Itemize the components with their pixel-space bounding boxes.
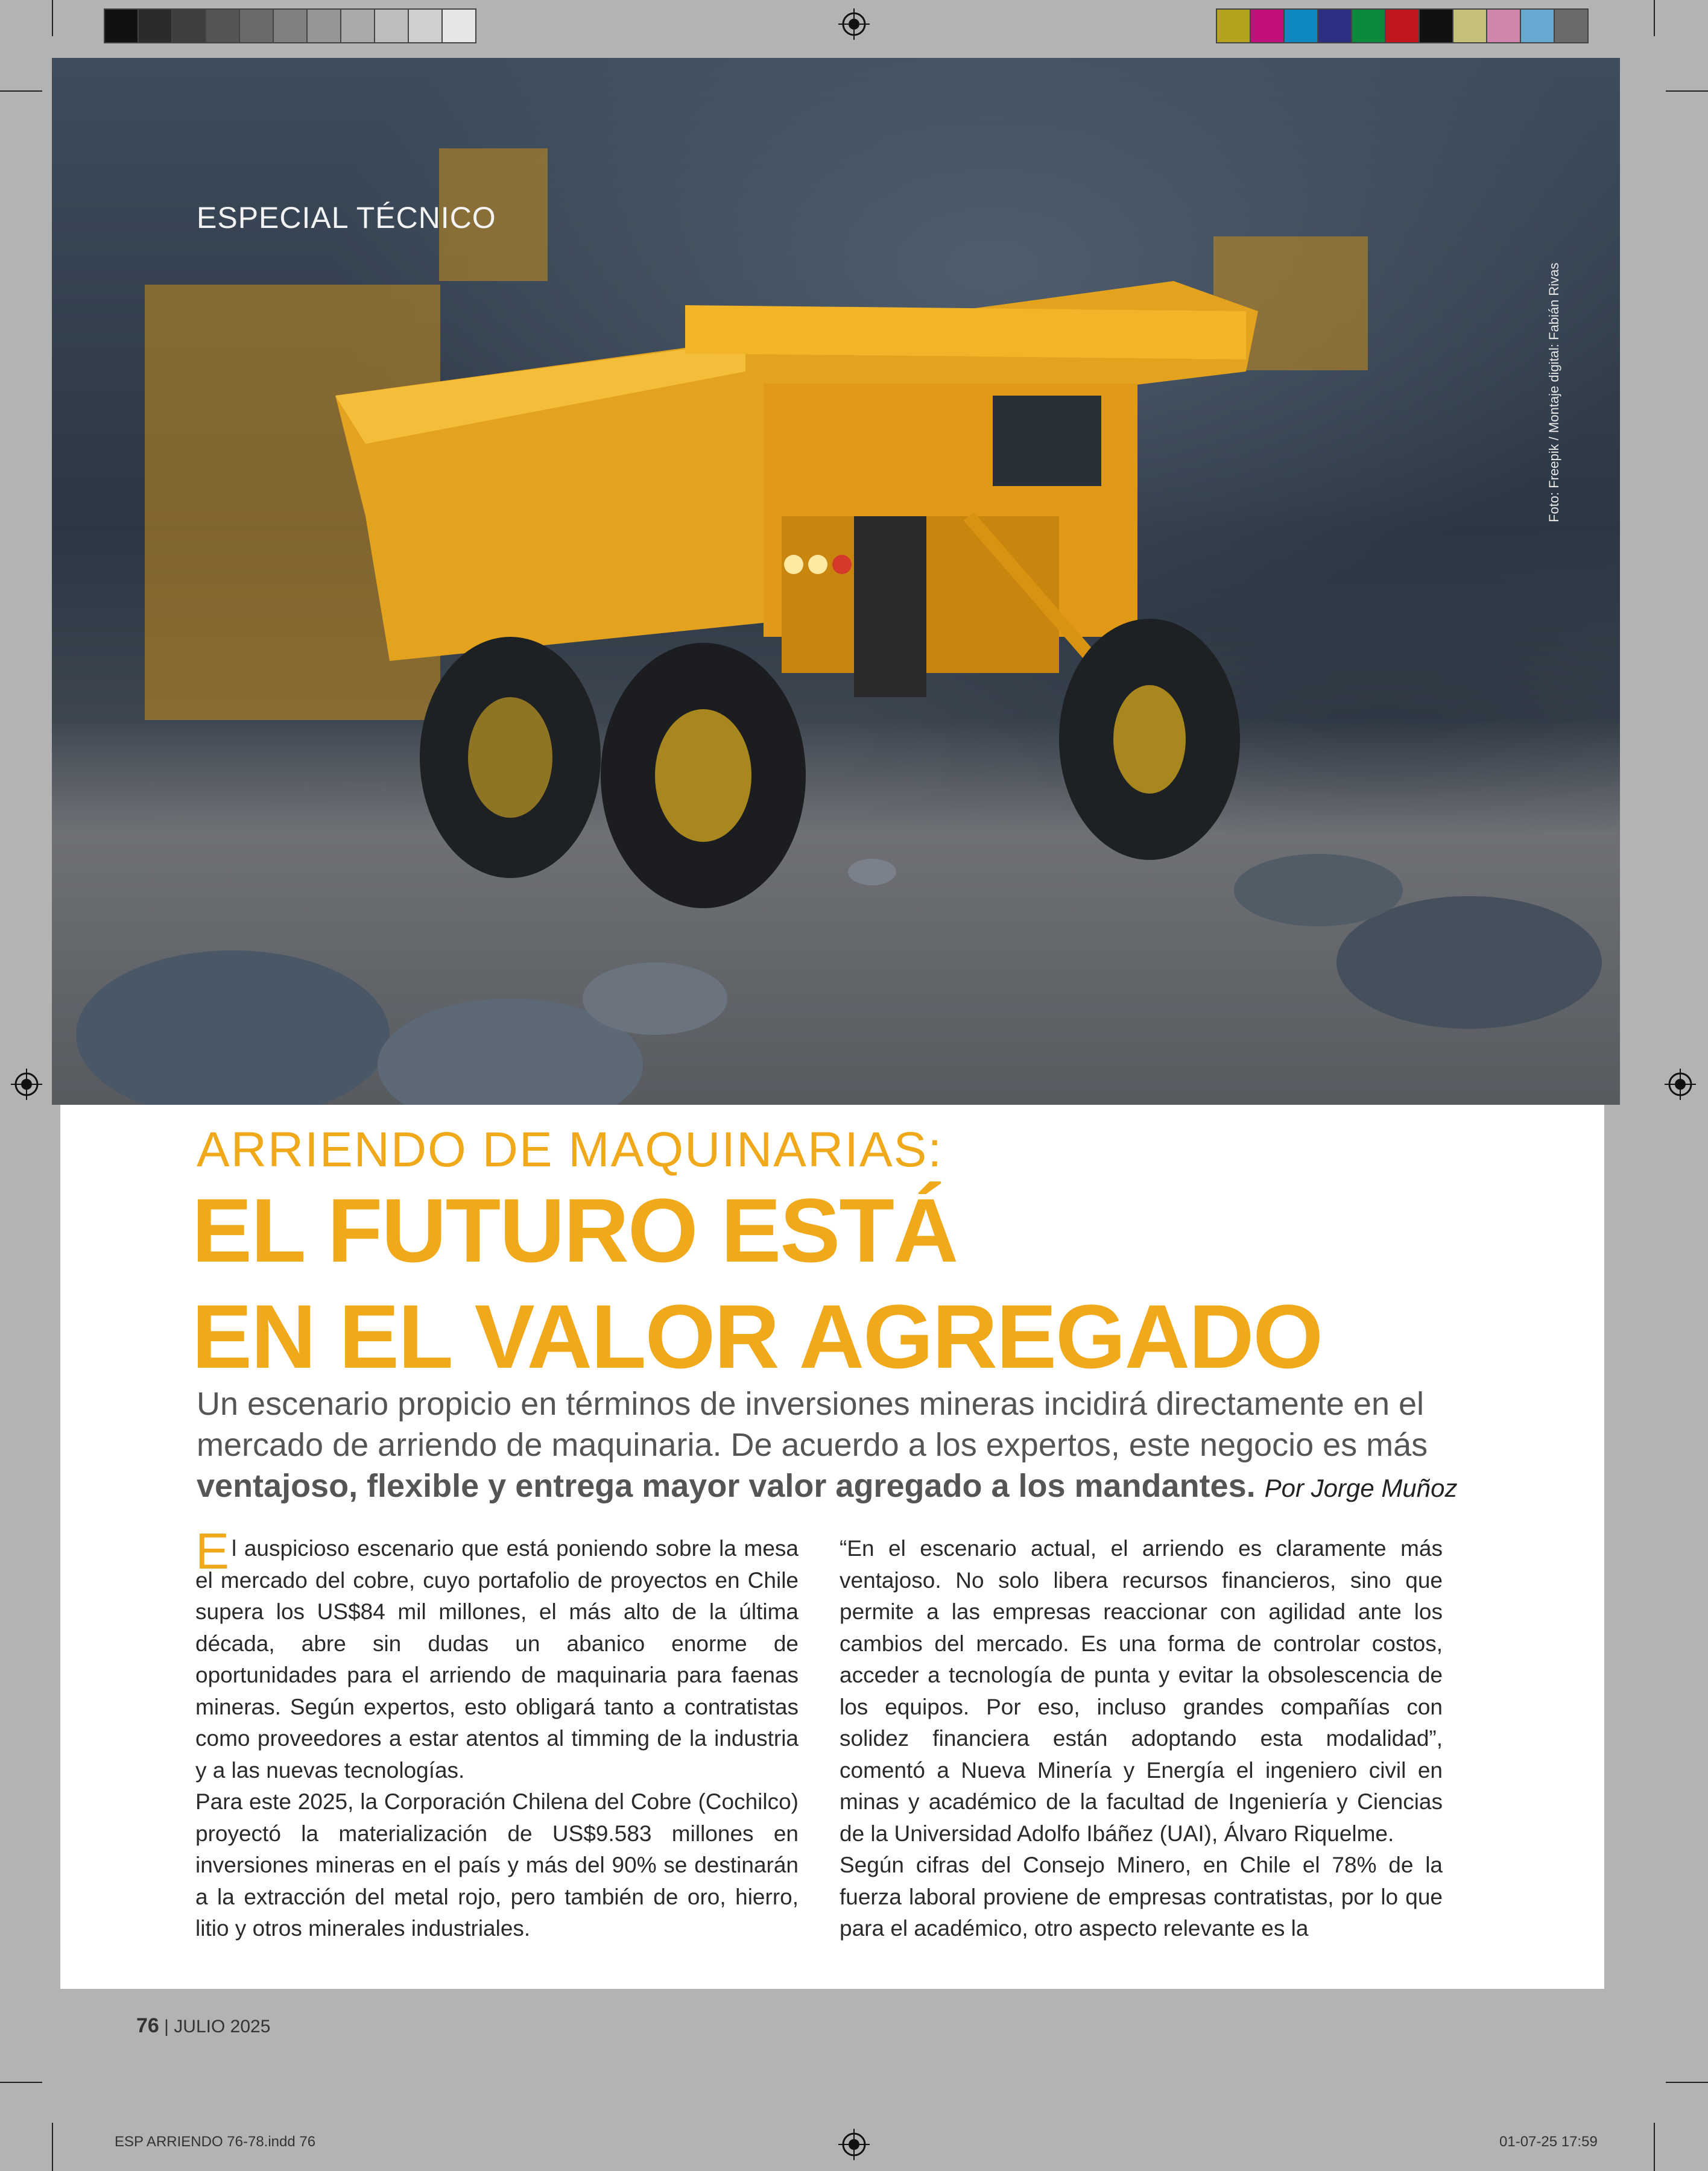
- photo-credit: Foto: Freepik / Montaje digital: Fabián Rivas: [1546, 262, 1561, 522]
- color-swatch: [1520, 8, 1555, 43]
- body-column-right: [840, 1533, 1443, 1945]
- color-swatch: [306, 8, 341, 43]
- color-swatch: [1250, 8, 1285, 43]
- article-lede: [197, 1383, 1511, 1509]
- crop-mark: [1654, 2123, 1655, 2171]
- crop-mark: [1666, 2082, 1708, 2083]
- crop-mark: [0, 2082, 42, 2083]
- slug-timestamp: 01-07-25 17:59: [1499, 2134, 1598, 2150]
- article-kicker: ARRIENDO DE MAQUINARIAS:: [197, 1122, 943, 1177]
- color-swatch: [239, 8, 274, 43]
- color-swatch: [1554, 8, 1589, 43]
- byline: Por Jorge Muñoz: [1264, 1474, 1458, 1502]
- body-column-left: [195, 1523, 799, 1945]
- page-number: 76: [136, 2014, 159, 2037]
- color-swatch: [374, 8, 409, 43]
- color-swatch: [1283, 8, 1318, 43]
- color-swatch: [441, 8, 476, 43]
- process-color-bar: [1216, 8, 1587, 43]
- headline-line-1: EL FUTURO ESTÁ: [192, 1180, 958, 1281]
- color-swatch: [138, 8, 172, 43]
- body-paragraph: Según cifras del Consejo Minero, en Chile el 78% de la fuerza laboral proviene de empresas contratistas, por lo que para el académico, otro aspecto relevante es la: [840, 1853, 1443, 1941]
- slug-file-name: ESP ARRIENDO 76-78.indd 76: [115, 2134, 316, 2150]
- color-swatch: [340, 8, 375, 43]
- headline-line-2: EN EL VALOR AGREGADO: [192, 1286, 1323, 1387]
- drop-cap: E: [195, 1523, 230, 1579]
- color-swatch: [1452, 8, 1487, 43]
- hero-photo-mining-truck: [52, 58, 1620, 1105]
- lede-text: Un escenario propicio en términos de inversiones mineras incidirá directamente en el mercado de arriendo de maquinaria. De acuerdo a los expertos, este negocio es más: [197, 1386, 1428, 1463]
- crop-mark: [52, 2123, 53, 2171]
- color-swatch: [408, 8, 443, 43]
- crop-mark: [52, 0, 53, 36]
- registration-mark-left-icon: [11, 1069, 42, 1100]
- lede-bold-text: ventajoso, flexible y entrega mayor valor agregado a los mandantes.: [197, 1468, 1256, 1504]
- color-swatch: [1351, 8, 1386, 43]
- crop-mark: [1666, 90, 1708, 92]
- color-swatch: [273, 8, 308, 43]
- issue-date: | JULIO 2025: [164, 2017, 271, 2037]
- color-swatch: [104, 8, 139, 43]
- crop-mark: [1654, 0, 1655, 36]
- registration-mark-bottom-icon: [838, 2129, 870, 2160]
- crop-mark: [0, 90, 42, 92]
- color-swatch: [1385, 8, 1420, 43]
- color-swatch: [1419, 8, 1453, 43]
- registration-mark-top-icon: [838, 8, 870, 40]
- gray-color-bar: [104, 8, 475, 43]
- body-paragraph: Para este 2025, la Corporación Chilena del Cobre (Cochilco) proyectó la materialización de US$9.583 millones en inversiones mineras en el país y más del 90% se destinarán a la extracción del metal rojo, pero también de oro, hierro, litio y otros minerales industriales.: [195, 1789, 799, 1941]
- body-paragraph: “En el escenario actual, el arriendo es claramente más ventajoso. No solo libera recursos financieros, sino que permite a las empresas reaccionar con agilidad ante los cambios del mercado. Es una forma de controlar costos, acceder a tecnología de punta y evitar la obsolescencia de los equipos. Por eso, incluso grandes compañías con solidez financiera están adoptando esta modalidad”, comentó a Nueva Minería y Energía el ingeniero civil en minas y académico de la facultad de Ingeniería y Ciencias de la Universidad Adolfo Ibáñez (UAI), Álvaro Riquelme.: [840, 1536, 1443, 1846]
- section-label: ESPECIAL TÉCNICO: [197, 201, 496, 235]
- color-swatch: [171, 8, 206, 43]
- color-swatch: [1317, 8, 1352, 43]
- color-swatch: [1216, 8, 1251, 43]
- body-paragraph: l auspicioso escenario que está poniendo sobre la mesa el mercado del cobre, cuyo portafolio de proyectos en Chile supera los US$84 mil millones, el más alto de la última década, abre sin dudas un abanico enorme de oportunidades para el arriendo de maquinaria para faenas mineras. Según expertos, esto obligará tanto a contratistas como proveedores a estar atentos al timming de la industria y a las nuevas tecnologías.: [195, 1536, 799, 1783]
- article-headline: [192, 1177, 1322, 1389]
- color-swatch: [205, 8, 240, 43]
- color-swatch: [1486, 8, 1521, 43]
- page-folio: [136, 2014, 270, 2038]
- registration-mark-right-icon: [1665, 1069, 1696, 1100]
- article-panel: [60, 1105, 1604, 1989]
